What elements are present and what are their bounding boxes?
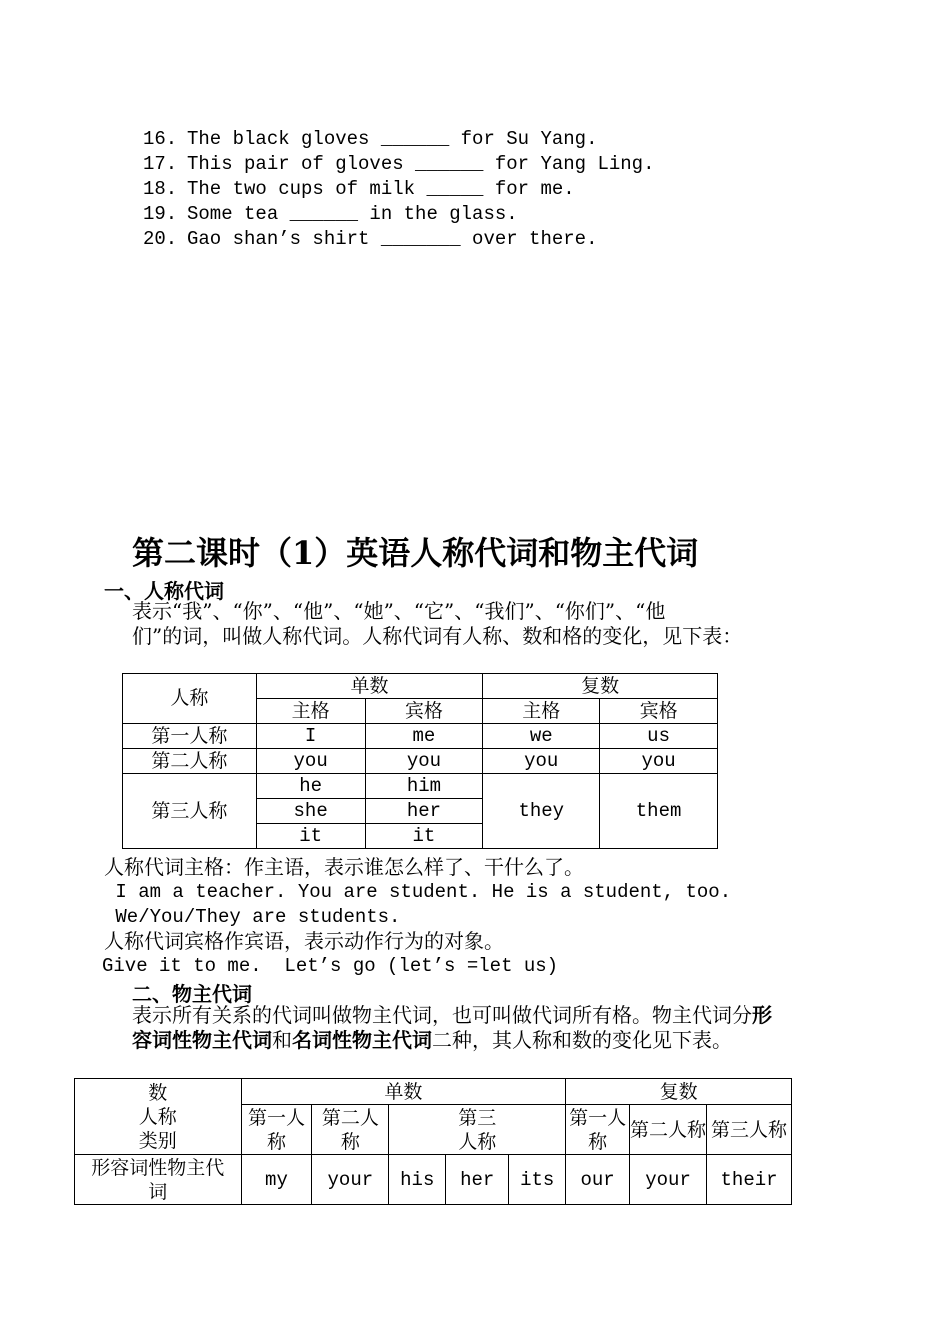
header-third-person: 第三人称 [389,1105,566,1155]
section-heading-personal-pronouns: 一、人称代词 [104,579,224,603]
table-cell: your [312,1155,389,1205]
intro-line: 们”的词，叫做人称代词。人称代词有人称、数和格的变化，见下表： [132,624,743,648]
table-cell: it [365,824,483,849]
example-sentence: We/You/They are students. [104,906,401,928]
table-cell: you [600,749,718,774]
table-row [123,749,718,774]
table-cell: I [256,724,365,749]
exercise-list [143,127,654,252]
header-singular: 单数 [241,1079,566,1105]
page-title: 第二课时（1）英语人称代词和物主代词 [132,534,699,572]
exercise-item: 18. The two cups of milk _____ for me. [143,178,575,200]
row-label: 第二人称 [123,749,257,774]
subjective-description: 人称代词主格：作主语，表示谁怎么样了、干什么了。 [104,855,584,879]
table-cell: you [256,749,365,774]
table-row [75,1155,792,1205]
table-cell: them [600,774,718,849]
header-subjective: 主格 [256,699,365,724]
table-cell: me [365,724,483,749]
example-sentence: Give it to me. Let’s go (let’s =let us) [102,955,559,977]
intro-line: 表示“我”、“你”、“他”、“她”、“它”、“我们”、“你们”、“他 [132,599,666,623]
row-label: 第三人称 [123,774,257,849]
table-row [123,774,718,799]
header-plural: 复数 [483,674,718,699]
example-sentence: I am a teacher. You are student. He is a student, too. [104,881,732,903]
exercise-item: 17. This pair of gloves ______ for Yang Ling. [143,153,655,175]
table-cell: they [483,774,600,849]
intro-line: 表示所有关系的代词叫做物主代词，也可叫做代词所有格。物主代词分形 [132,1003,772,1027]
table-cell: his [389,1155,446,1205]
row-label: 第一人称 [123,724,257,749]
table-cell: us [600,724,718,749]
table-cell: my [241,1155,312,1205]
table-cell: we [483,724,600,749]
header-second-person: 第二人称 [630,1105,707,1155]
exercise-item: 20. Gao shan’s shirt _______ over there. [143,228,598,250]
table-cell: her [365,799,483,824]
table-cell: he [256,774,365,799]
header-subjective: 主格 [483,699,600,724]
header-second-person: 第二人称 [312,1105,389,1155]
table-cell: their [707,1155,792,1205]
exercise-item: 19. Some tea ______ in the glass. [143,203,518,225]
header-first-person: 第一人称 [566,1105,630,1155]
table-row [123,724,718,749]
table-cell: its [509,1155,566,1205]
table-cell: him [365,774,483,799]
header-third-person: 第三人称 [707,1105,792,1155]
header-first-person: 第一人称 [241,1105,312,1155]
table-cell: her [446,1155,509,1205]
table-cell: you [483,749,600,774]
header-objective: 宾格 [600,699,718,724]
table-cell: she [256,799,365,824]
intro-line: 容词性物主代词和名词性物主代词二种，其人称和数的变化见下表。 [132,1028,732,1052]
header-person: 人称 [123,674,257,724]
section-heading-possessive-pronouns: 二、物主代词 [132,982,252,1006]
row-label: 形容词性物主代词 [75,1155,242,1205]
possessive-pronoun-table [74,1078,792,1205]
header-singular: 单数 [256,674,483,699]
corner-header: 数 人称 类别 [75,1079,242,1155]
table-cell: our [566,1155,630,1205]
table-cell: your [630,1155,707,1205]
header-objective: 宾格 [365,699,483,724]
personal-pronoun-table [122,673,718,849]
exercise-item: 16. The black gloves ______ for Su Yang. [143,128,598,150]
table-cell: it [256,824,365,849]
table-cell: you [365,749,483,774]
header-plural: 复数 [566,1079,792,1105]
objective-description: 人称代词宾格作宾语，表示动作行为的对象。 [104,929,504,953]
